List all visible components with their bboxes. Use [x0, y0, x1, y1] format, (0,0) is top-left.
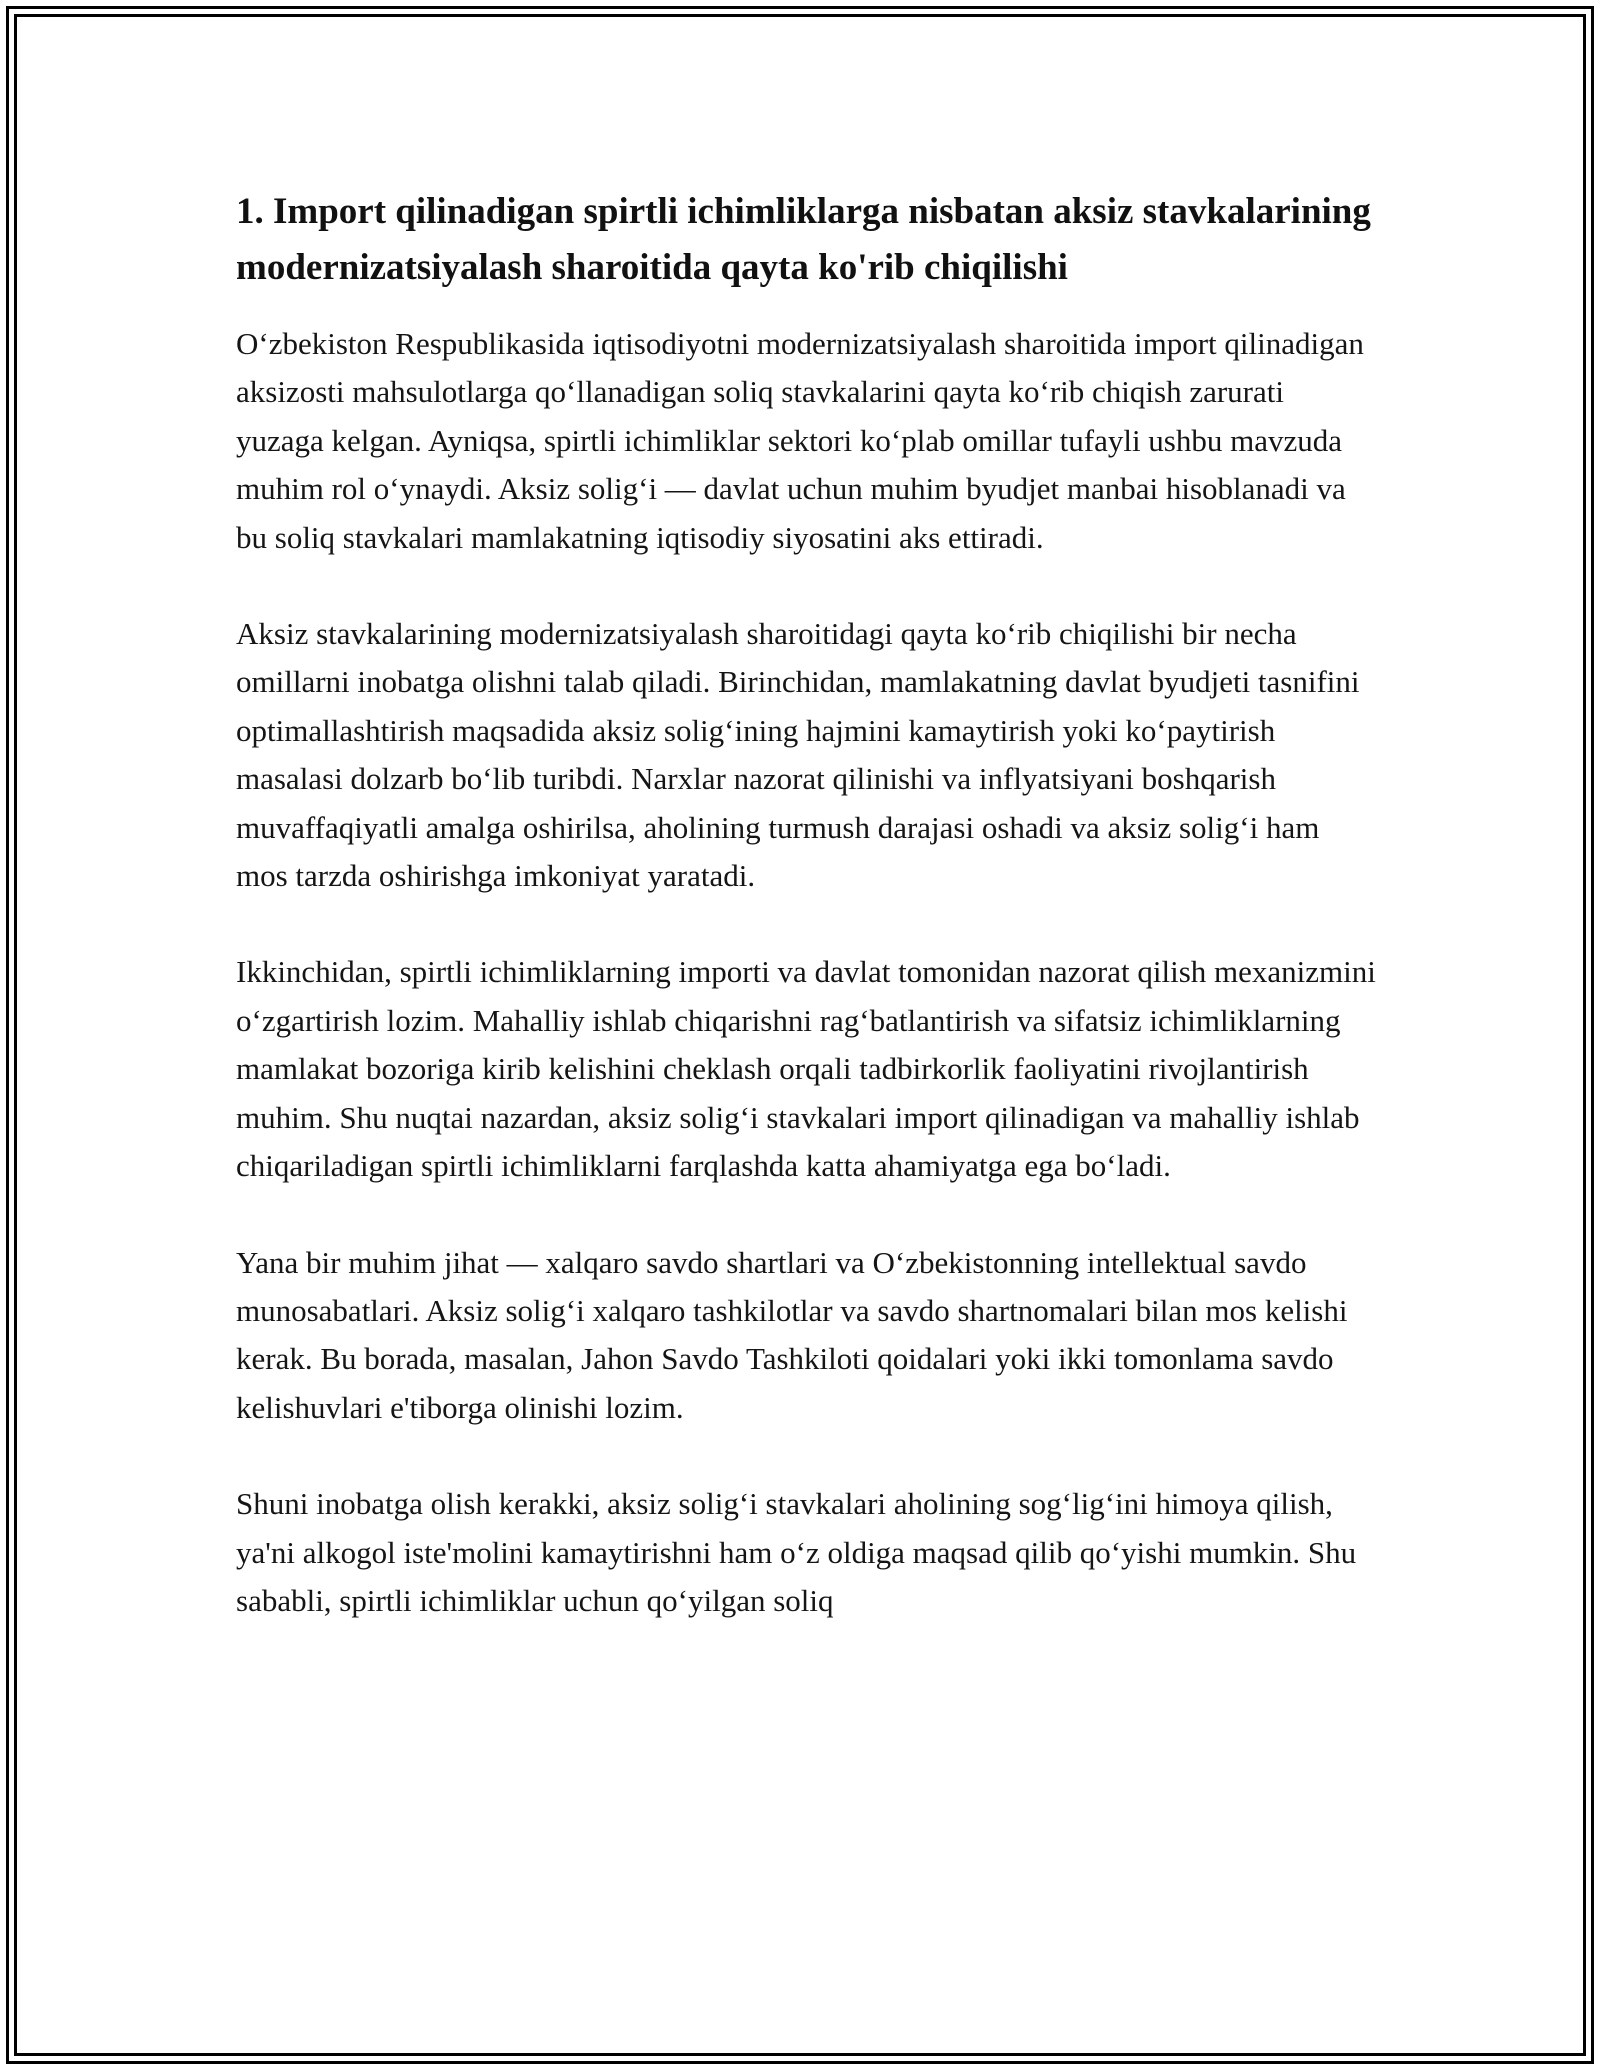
paragraph-5: Shuni inobatga olish kerakki, aksiz solig‘i stavkalari aholining sog‘lig‘ini himoya qilish, ya'ni alkogol iste'molini kamaytirishni ham o‘z oldiga maqsad qilib qo‘yishi mumkin. Shu sababli, spirtli ichimliklar uchun qo‘yilgan soliq	[236, 1486, 1357, 1618]
paragraph-2: Aksiz stavkalarining modernizatsiyalash sharoitidagi qayta ko‘rib chiqilishi bir necha omillarni inobatga olishni talab qiladi. Birinchidan, mamlakatning davlat byudjeti tasnifini optimallashtirish maqsadida aksiz solig‘ining hajmini kamaytirish yoki ko‘paytirish masalasi dolzarb bo‘lib turibdi. Narxlar nazorat qilinishi va inflyatsiyani boshqarish muvaffaqiyatli amalga oshirilsa, aholining turmush darajasi oshadi va aksiz solig‘i ham mos tarzda oshirishga imkoniyat yaratadi.	[236, 616, 1360, 894]
document-body	[236, 184, 1376, 1625]
section-heading: 1. Import qilinadigan spirtli ichimliklarga nisbatan aksiz stavkalarining modernizatsiyalash sharoitida qayta ko'rib chiqilishi	[236, 191, 1371, 288]
paragraph-4: Yana bir muhim jihat — xalqaro savdo shartlari va O‘zbekistonning intellektual savdo munosabatlari. Aksiz solig‘i xalqaro tashkilotlar va savdo shartnomalari bilan mos kelishi kerak. Bu borada, masalan, Jahon Savdo Tashkiloti qoidalari yoki ikki tomonlama savdo kelishuvlari e'tiborga olinishi lozim.	[236, 1244, 1348, 1425]
paragraph-1: O‘zbekiston Respublikasida iqtisodiyotni modernizatsiyalash sharoitida import qilinadigan aksizosti mahsulotlarga qo‘llanadigan soliq stavkalarini qayta ko‘rib chiqish zarurati yuzaga kelgan. Ayniqsa, spirtli ichimliklar sektori ko‘plab omillar tufayli ushbu mavzuda muhim rol o‘ynaydi. Aksiz solig‘i — davlat uchun muhim byudjet manbai hisoblanadi va bu soliq stavkalari mamlakatning iqtisodiy siyosatini aks ettiradi.	[236, 326, 1364, 555]
paragraph-3: Ikkinchidan, spirtli ichimliklarning importi va davlat tomonidan nazorat qilish mexanizmini o‘zgartirish lozim. Mahalliy ishlab chiqarishni rag‘batlantirish va sifatsiz ichimliklarning mamlakat bozoriga kirib kelishini cheklash orqali tadbirkorlik faoliyatini rivojlantirish muhim. Shu nuqtai nazardan, aksiz solig‘i stavkalari import qilinadigan va mahalliy ishlab chiqariladigan spirtli ichimliklarni farqlashda katta ahamiyatga ega bo‘ladi.	[236, 954, 1376, 1184]
